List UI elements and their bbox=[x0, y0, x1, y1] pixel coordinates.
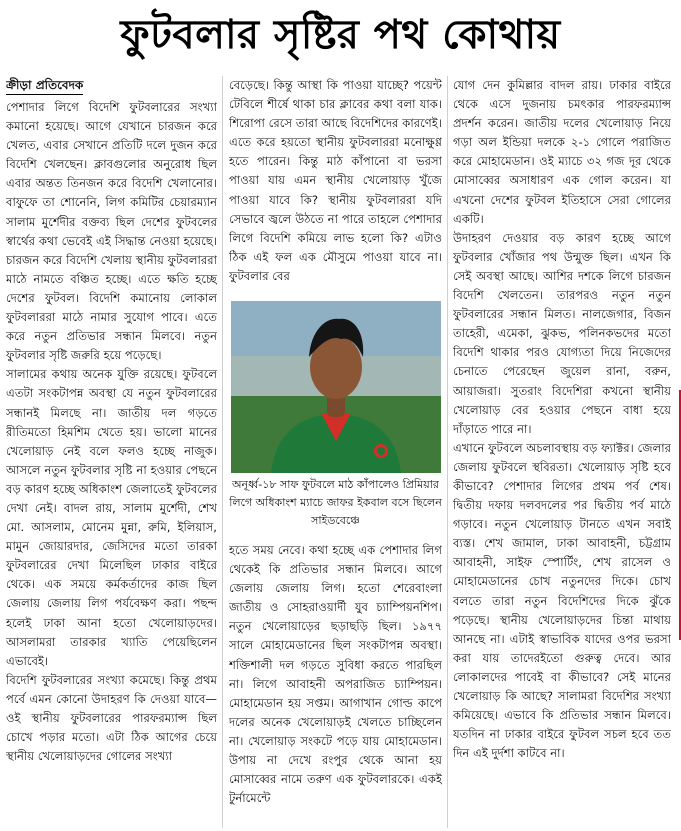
byline: ক্রীড়া প্রতিবেদক bbox=[6, 76, 83, 95]
headline: ফুটবলার সৃষ্টির পথ কোথায় bbox=[120, 12, 561, 58]
player-illustration bbox=[231, 301, 441, 473]
article-column-3 bbox=[453, 76, 671, 828]
paragraph: সালামের কথায় অনেক যুক্তি রয়েছে। ফুটবলে এতটা সংকটাপন্ন অবস্থা যে নতুন ফুটবলারের সন্ধানই মিলছে না। জাতীয় দল গড়তে রীতিমতো হিমশিম খেতে হয়। ভালো মানের খেলোয়াড় নেই বলে ফলও হচ্ছে নাজুক। আসলে নতুন ফুটবলার সৃষ্টি না হওয়ার পেছনে বড় কারণ হচ্ছে অধিকাংশ জেলাতেই ফুটবলের দেখা নেই। বাদল রায়, সালাম মুর্শেদী, শেখ মো. আসলাম, মোনেম মুন্না, রুমি, ইলিয়াস, মামুন জোয়ারদার, জেসিদের মতো তারকা ফুটবলারের দেখা মিলেছিল ঢাকার বাইরে থেকে। এক সময়ে কর্মকর্তাদের কাজ ছিল জেলায় জেলায় লিগ পর্যবেক্ষণ করা। পছন্দ হলেই ঢাকা আনা হতো খেলোয়াড়দের। আসলামরা তারকার খ্যাতি পেয়েছিলেন এভাবেই। bbox=[6, 367, 217, 668]
paragraph: বেড়েছে। কিন্তু আস্থা কি পাওয়া যাচ্ছে? পয়েন্ট টেবিলে শীর্ষে থাকা চার ক্লাবের কথা বলা যাক। শিরোপা রেসে তারা আছে বিদেশিদের কারণেই। এতে করে হয়তো স্থানীয় ফুটবলাররা মনোক্ষুণ্ণ হতে পারেন। কিন্তু মাঠ কাঁপানো বা ভরসা পাওয়া যায় এমন স্থানীয় খেলোয়াড় খুঁজে পাওয়া যাবে কি? স্থানীয় ফুটবলাররা যদি সেভাবে জ্বলে উঠতে না পারে তাহলে পেশাদার লিগে বিদেশি কমিয়ে লাভ হলো কি? এটাও ঠিক এই ফল এক মৌসুমে পাওয়া যাবে না। ফুটবলার বের bbox=[229, 78, 442, 283]
article-column-2-top bbox=[229, 76, 442, 301]
article-column-1 bbox=[6, 76, 217, 828]
paragraph: যোগ দেন কুমিল্লার বাদল রায়। ঢাকার বাইরে থেকে এসে দুজনায় চমৎকার পারফরম্যান্স প্রদর্শন করেন। জাতীয় দলের খেলোয়াড় নিয়ে গড়া অল ইন্ডিয়া দলকে ২-১ গোলে পরাজিত করে মোহামেডান। ওই ম্যাচে ৩২ গজ দূর থেকে মোসাব্বের অসাধারণ এক গোল করেন। যা এখনো দেশের ফুটবল ইতিহাসে সেরা গোলের একটি। bbox=[453, 78, 671, 226]
paragraph: এখানে ফুটবলে অচলাবস্থায় বড় ফ্যাক্টর। জেলার জেলায় ফুটবলে স্থবিরতা। খেলোয়াড় সৃষ্টি হবে কীভাবে? পেশাদার লিগের প্রথম পর্ব শেষ। দ্বিতীয় দফায় দলবদলের পর দ্বিতীয় পর্ব মাঠে গড়াবে। নতুন খেলোয়াড় টানতে এখন সবাই ব্যস্ত। শেখ জামাল, ঢাকা আবাহনী, চট্টগ্রাম আবাহনী, সাইফ স্পোর্টিং, শেখ রাসেল ও মোহামেডানের চোখ নতুনদের দিকে। চোখ বলতে তারা নতুন বিদেশিদের দিকে ঝুঁকে পড়েছে। স্থানীয় খেলোয়াড়দের চিন্তা মাথায় আনছে না। এটাই স্বাভাবিক যাদের ওপর ভরসা করা যায় তাদেরইতো গুরুত্ব দেবে। আর লোকালদের পাবেই বা কীভাবে? সেই মানের খেলোয়াড় কি আছে? সালামরা বিদেশির সংখ্যা কমিয়েছে। এভাবে কি প্রতিভার সন্ধান মিলবে। যতদিন না ঢাকার বাইরে ফুটবল সচল হবে তত দিন এই দুর্দশা কাটবে না। bbox=[453, 440, 671, 761]
paragraph: পেশাদার লিগে বিদেশি ফুটবলারের সংখ্যা কমানো হয়েছে। আগে যেখানে চারজন করে খেলত, এবার সেখানে প্রতিটি দলে দুজন করে বিদেশি খেলছেন। ক্লাবগুলোর অনুরোধ ছিল এবার অন্তত তিনজন করে বিদেশি খেলানোর। বাফুফে তা শোনেনি, লিগ কমিটির চেয়ারম্যান সালাম মুর্শেদীর বক্তব্য ছিল দেশের ফুটবলের স্বার্থের কথা ভেবেই এই সিদ্ধান্ত নেওয়া হয়েছে। চারজন করে বিদেশি খেলায় স্থানীয় ফুটবলাররা মাঠে নামতে বঞ্চিত হচ্ছে। এতে ক্ষতি হচ্ছে দেশের ফুটবল। বিদেশি কমানোয় লোকাল ফুটবলাররা মাঠে নামার সুযোগ পাবে। এতে করে নতুন প্রতিভার সন্ধান মিলবে। নতুন ফুটবলার সৃষ্টি জরুরি হয়ে পড়েছে। bbox=[6, 100, 217, 363]
column-divider bbox=[447, 76, 448, 828]
photo-caption: অনূর্ধ্ব-১৮ সাফ ফুটবলে মাঠ কাঁপালেও প্রিমিয়ার লিগে অধিকাংশ ম্যাচে জাফর ইকবাল বসে ছিলেন সাইডবেঞ্চে bbox=[229, 478, 442, 527]
paragraph: হতে সময় নেবে। কথা হচ্ছে এক পেশাদার লিগ থেকেই কি প্রতিভার সন্ধান মিলবে। আগে জেলায় জেলায় লিগ। হতো শেরেবাংলা জাতীয় ও সোহরাওয়ার্দী যুব চ্যাম্পিয়নশিপ। নতুন খেলোয়াড়ের ছড়াছড়ি ছিল। ১৯৭৭ সালে মোহামেডানের ছিল সংকটাপন্ন অবস্থা। শক্তিশালী দল গড়তে সুবিধা করতে পারছিল না। লিগে আবাহনী অপরাজিত চ্যাম্পিয়ন। মোহামেডান হয় সপ্তম। আগাখান গোল্ড কাপে দলের অনেক খেলোয়াড়ই খেলতে চাচ্ছিলেন না। খেলোয়াড় সংকটে পড়ে যায় মোহামেডান। উপায় না দেখে রংপুর থেকে আনা হয় মোসাব্বের নামে তরুণ এক ফুটবলারকে। একই টুর্নামেন্টে bbox=[229, 543, 442, 806]
paragraph: উদাহরণ দেওয়ার বড় কারণ হচ্ছে আগে ফুটবলার খোঁজার পথ উন্মুক্ত ছিল। এখন কি সেই অবস্থা আছে। আশির দশকে লিগে চারজন বিদেশি খেলতেন। তারপরও নতুন নতুন ফুটবলারের সন্ধান মিলত। নালজেগার, বিজন তাহেরী, এমেকা, ঝুকভ, পলিনকভদের মতো বিদেশি থাকার পরও যোগ্যতা দিয়ে নিজেদের চেনাতে পেরেছেন জুয়েল রানা, বরুন, আয়াজরা। সুতরাং বিদেশিরা কখনো স্থানীয় খেলোয়াড় বের হওয়ার পেছনে বাধা হয়ে দাঁড়াতে পারে না। bbox=[453, 230, 671, 436]
article-column-2-bottom bbox=[229, 541, 442, 829]
player-photo bbox=[231, 301, 441, 473]
paragraph: বিদেশি ফুটবলারের সংখ্যা কমেছে। কিন্তু প্রথম পর্বে এমন কোনো উদাহরণ কি দেওয়া যাবে—ওই স্থানীয় ফুটবলারের পারফরম্যান্স ছিল চোখে পড়ার মতো। এটা ঠিক আগের চেয়ে স্থানীয় খেলোয়াড়দের গোলের সংখ্যা bbox=[6, 672, 217, 764]
column-divider bbox=[222, 76, 223, 828]
